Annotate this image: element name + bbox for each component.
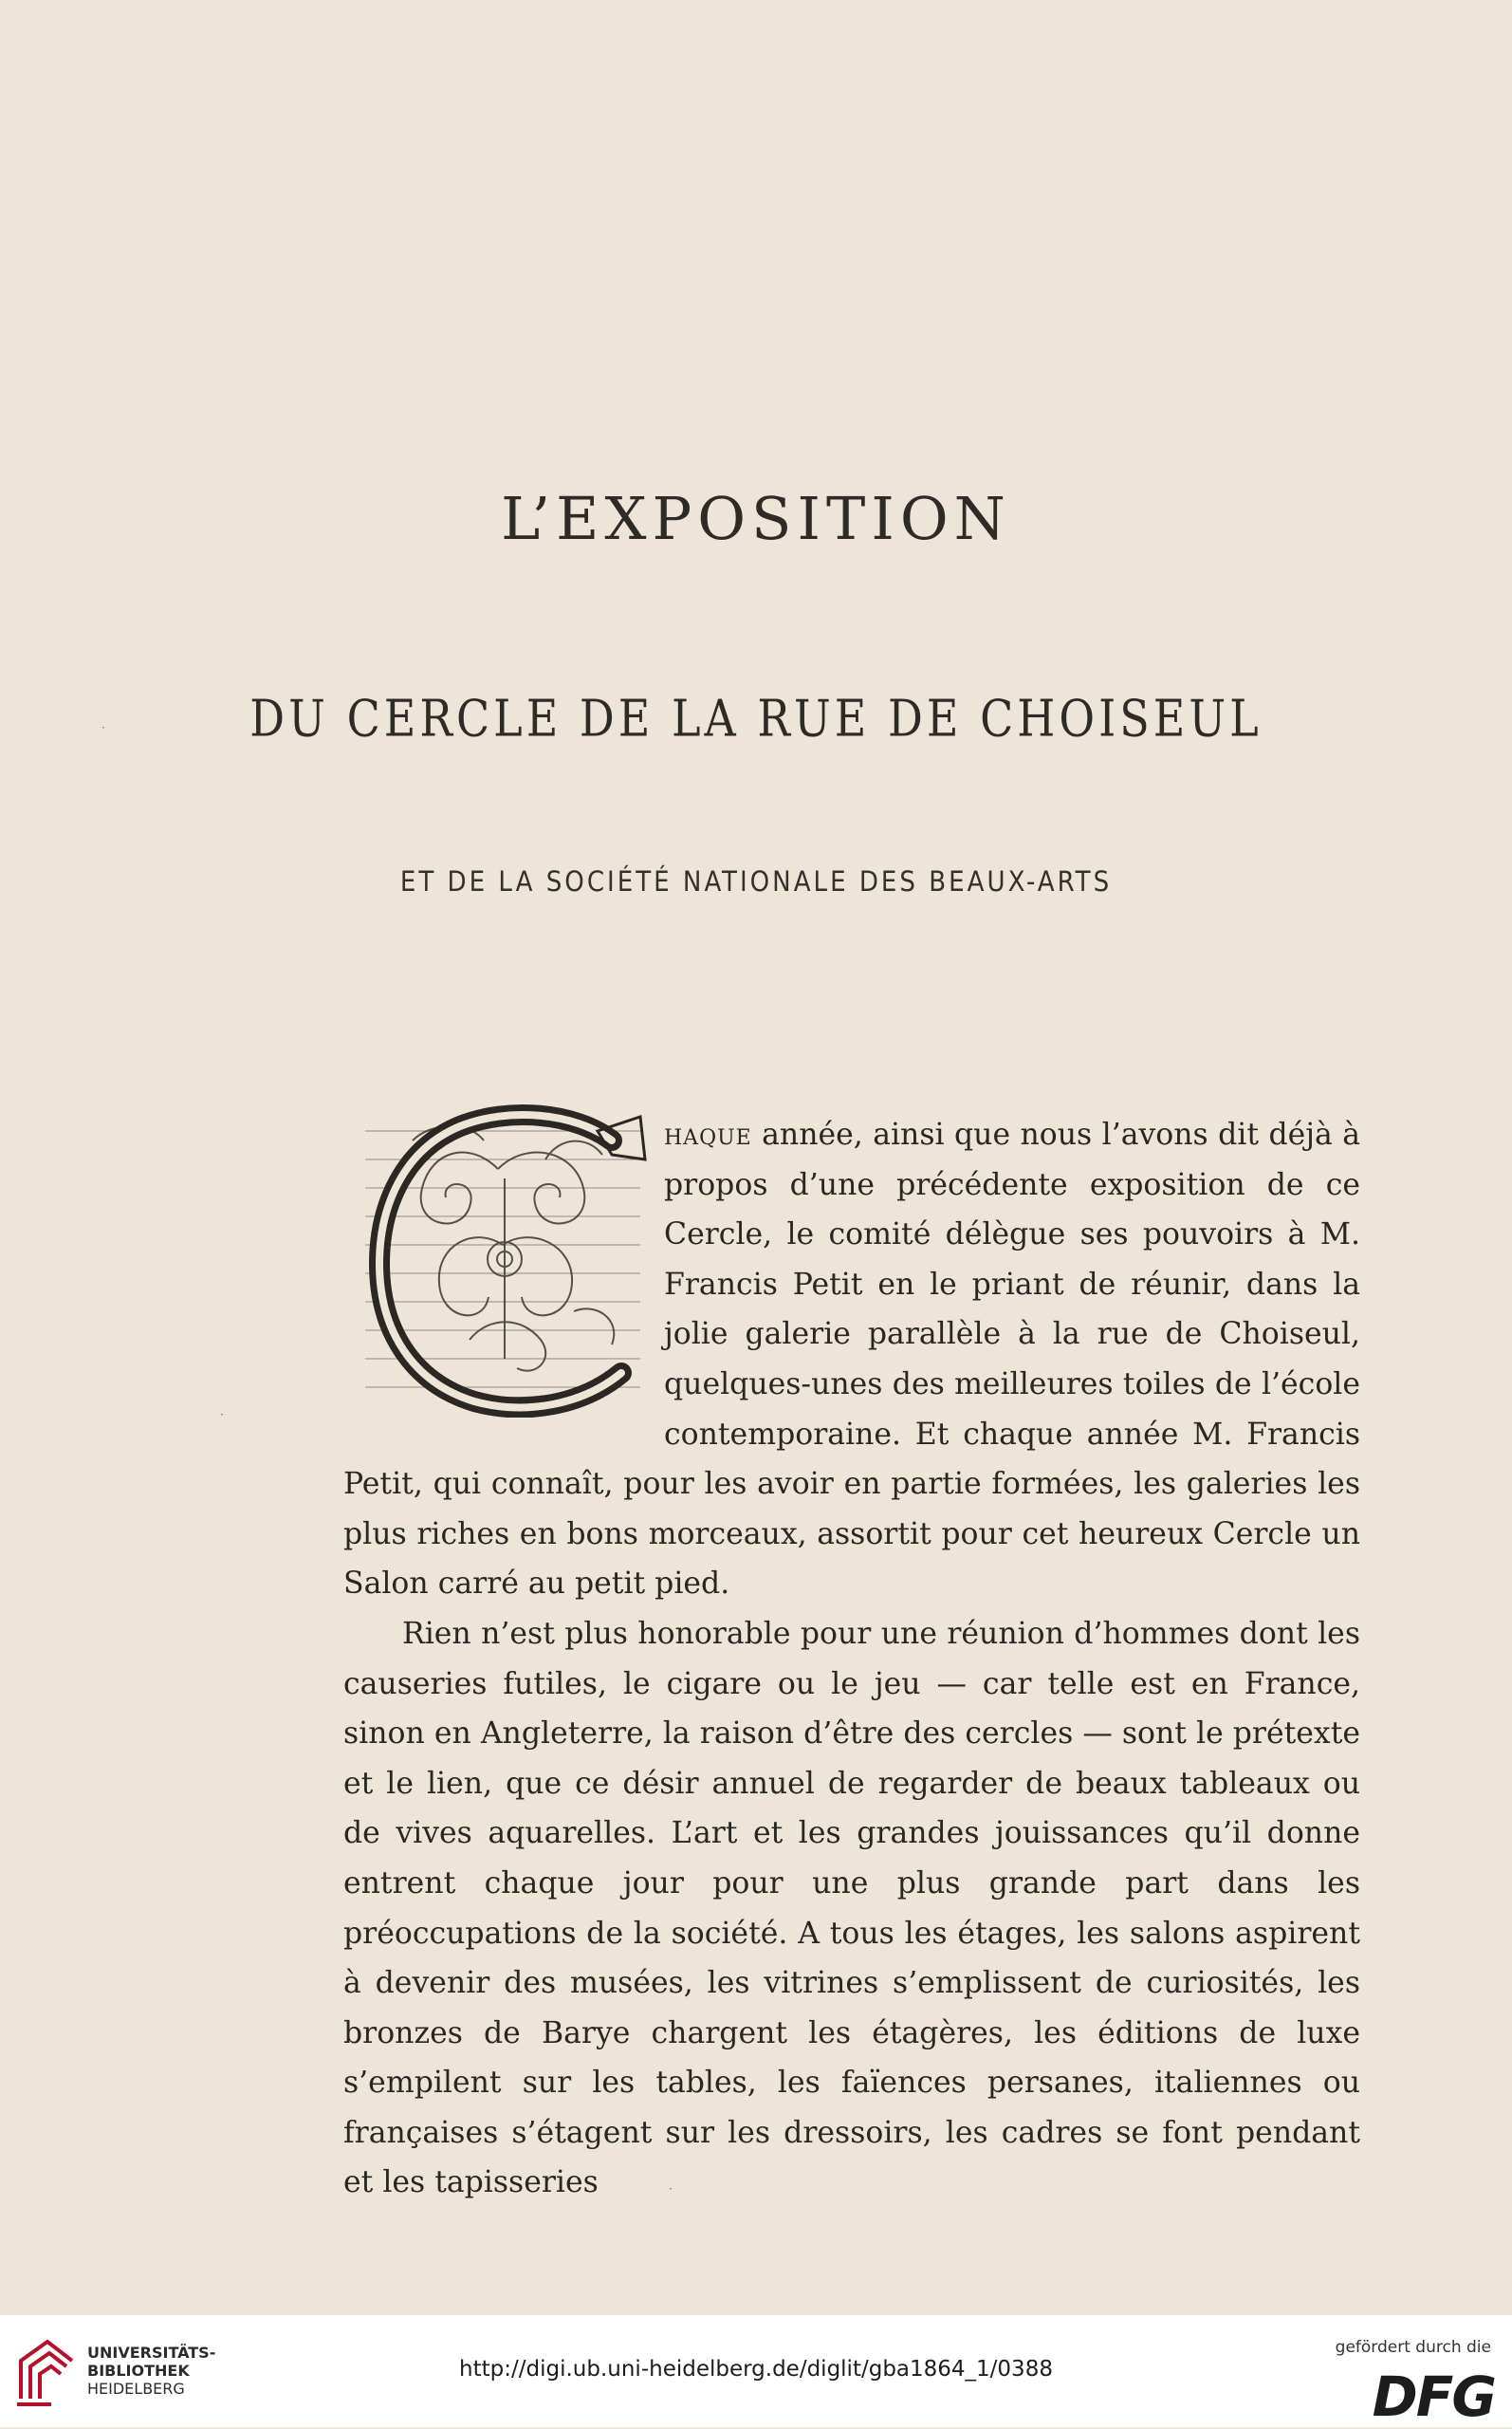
library-line-1: UNIVERSITÄTS-	[87, 2344, 216, 2362]
library-line-3: HEIDELBERG	[87, 2380, 185, 2398]
article-subtitle-secondary: ET DE LA SOCIÉTÉ NATIONALE DES BEAUX-ARTS	[399, 865, 1113, 898]
drop-cap-spacer	[343, 1110, 664, 1421]
paragraph-2: Rien n’est plus honorable pour une réunion d’hommes dont les causeries futiles, le cigare ou le jeu — car telle est en France, sinon en Angleterre, la raison d’être des cercles — sont le prétexte et le lien, que ce désir annuel de regarder de beaux tableaux ou de vives aquarelles. L’art et les grandes jouissances qu’il donne entrent chaque jour pour une plus grande part dans les préoccupations de la société. A tous les étages, les salons aspirent à devenir des musées, les vitrines s’emplissent de curiosités, les bronzes de Barye chargent les étagères, les éditions de luxe s’empilent sur les tables, les faïences persanes, italiennes ou françaises s’étagent sur les dressoirs, les cadres se font pendant et les tapisseries	[343, 1616, 1360, 2200]
scan-speck: ·	[220, 1408, 224, 1421]
scan-speck: ·	[101, 721, 105, 734]
drop-cap-lead-word: haque	[664, 1118, 752, 1152]
article-body	[343, 1110, 1360, 2208]
funded-by-label: gefördert durch die	[1335, 2338, 1491, 2357]
article-title: L’EXPOSITION	[501, 484, 1011, 553]
scan-speck: ·	[669, 2182, 673, 2196]
digitization-footer	[0, 2315, 1512, 2427]
permalink-url[interactable]: http://digi.ub.uni-heidelberg.de/diglit/gba1864_1/0388	[459, 2357, 1053, 2382]
paragraph-1-text: année, ainsi que nous l’avons dit déjà à propos d’une précédente exposition de ce Cercle, le comité délègue ses pouvoirs à M. Francis Petit en le priant de réunir, dans la jolie galerie parallèle à la rue de Choiseul, quelques-unes des meilleures toiles de l’école contemporaine. Et chaque année M. Francis Petit, qui connaît, pour les avoir en partie formées, les galeries les plus riches en bons morceaux, assortit pour cet heureux Cercle un Salon carré au petit pied.	[343, 1118, 1360, 1602]
library-line-2: BIBLIOTHEK	[87, 2362, 190, 2380]
dfg-logo: DFG	[1372, 2364, 1495, 2429]
article-subtitle: DU CERCLE DE LA RUE DE CHOISEUL	[249, 688, 1263, 749]
